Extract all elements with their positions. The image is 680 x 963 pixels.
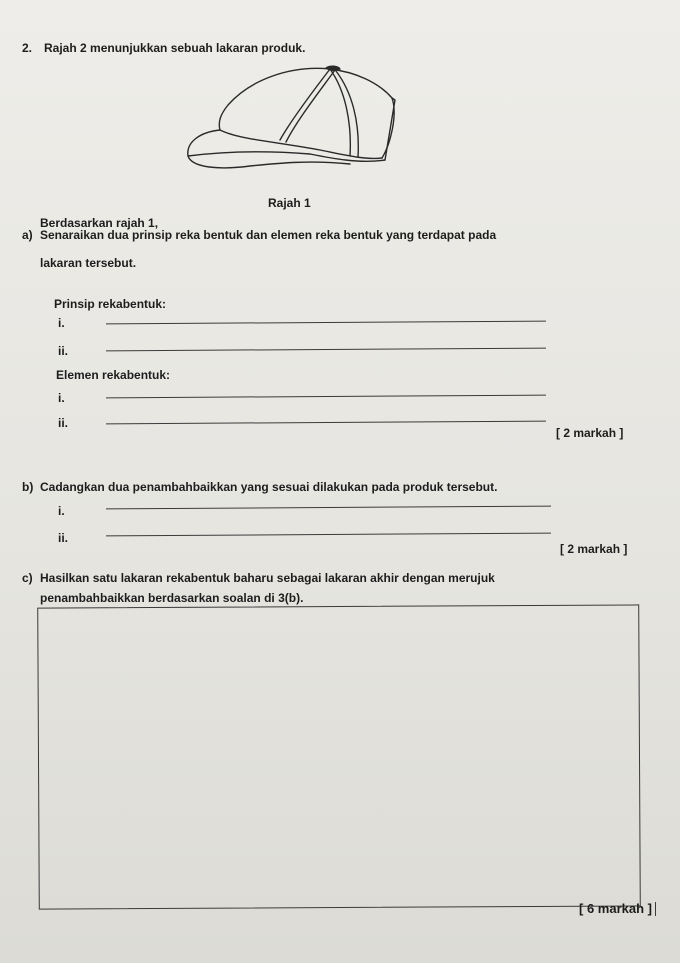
part-c-marks: [ 6 markah ]	[576, 902, 656, 916]
part-b-label: b)	[22, 480, 34, 494]
prinsip-answer-line-ii[interactable]	[106, 348, 546, 352]
context-text: Berdasarkan rajah 1,	[40, 216, 159, 230]
part-b-answer-line-ii[interactable]	[106, 533, 551, 537]
part-b-item-i-label: i.	[58, 504, 65, 518]
part-c-line1: Hasilkan satu lakaran rekabentuk baharu sebagai lakaran akhir dengan merujuk	[40, 571, 495, 585]
part-b-answer-line-i[interactable]	[106, 506, 551, 510]
part-c-line2: penambahbaikkan berdasarkan soalan di 3(b).	[40, 591, 304, 605]
part-a-label: a)	[22, 228, 33, 242]
elemen-heading: Elemen rekabentuk:	[56, 368, 171, 382]
elemen-answer-line-i[interactable]	[106, 395, 546, 399]
question-number: 2.	[22, 41, 33, 55]
part-c-label: c)	[22, 571, 33, 585]
elemen-item-ii-label: ii.	[58, 416, 69, 430]
elemen-answer-line-ii[interactable]	[106, 421, 546, 425]
prinsip-answer-line-i[interactable]	[106, 321, 546, 325]
prinsip-item-i-label: i.	[58, 316, 65, 330]
prinsip-item-ii-label: ii.	[58, 344, 69, 358]
part-b-text: Cadangkan dua penambahbaikkan yang sesuai dilakukan pada produk tersebut.	[40, 480, 498, 494]
part-b-marks: [ 2 markah ]	[560, 542, 628, 556]
cap-sketch-icon	[180, 60, 410, 185]
question-intro: Rajah 2 menunjukkan sebuah lakaran produk.	[44, 41, 306, 55]
part-a-line1: Senaraikan dua prinsip reka bentuk dan elemen reka bentuk yang terdapat pada	[40, 228, 497, 242]
elemen-item-i-label: i.	[58, 391, 65, 405]
part-b-item-ii-label: ii.	[58, 531, 69, 545]
prinsip-heading: Prinsip rekabentuk:	[54, 297, 167, 311]
sketch-answer-box[interactable]	[37, 604, 641, 909]
part-a-marks: [ 2 markah ]	[556, 426, 624, 440]
figure-caption: Rajah 1	[268, 196, 311, 210]
part-a-line2: lakaran tersebut.	[40, 256, 137, 270]
